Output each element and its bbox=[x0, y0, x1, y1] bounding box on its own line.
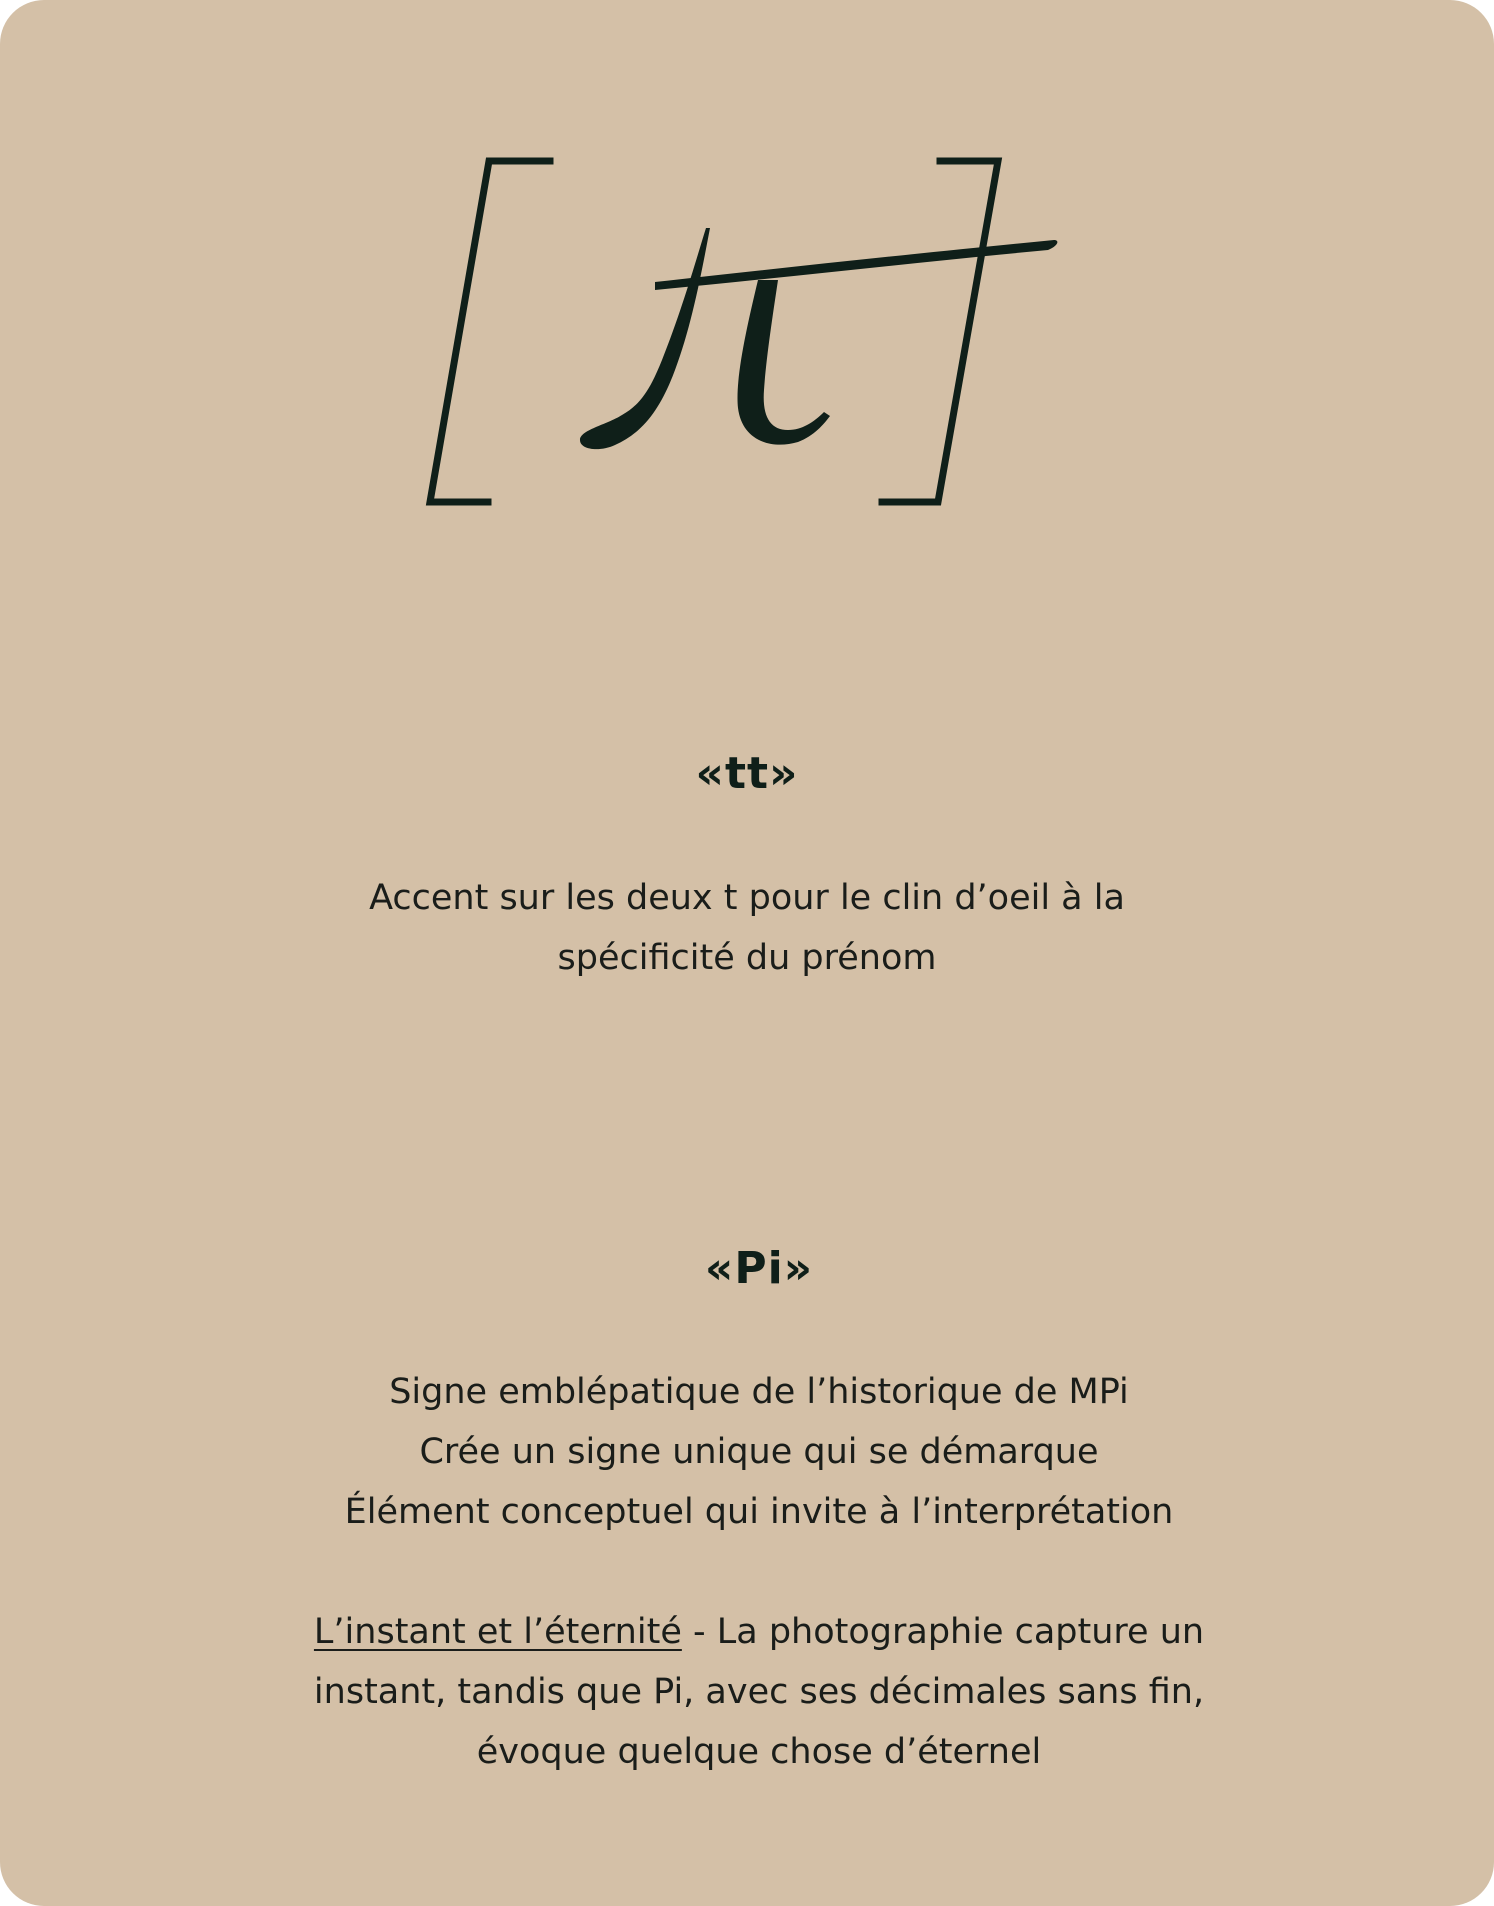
pi-bracket-logo-icon bbox=[400, 140, 1100, 540]
section-pi-description bbox=[12, 1362, 1494, 1542]
quote-line-3: évoque quelque chose d’éternel bbox=[476, 1732, 1042, 1772]
quote-line-1-rest: - La photographie capture un bbox=[681, 1612, 1205, 1652]
section-tt-description bbox=[0, 868, 1494, 988]
section-pi-line-3: Élément conceptuel qui invite à l’interprétation bbox=[344, 1492, 1174, 1532]
section-pi-line-1: Signe emblépatique de l’historique de MPi bbox=[389, 1372, 1129, 1412]
section-tt-heading: «tt» bbox=[695, 748, 799, 799]
section-pi-line-2: Crée un signe unique qui se démarque bbox=[419, 1432, 1099, 1472]
section-tt-line-1: Accent sur les deux t pour le clin d’oeil à la bbox=[369, 878, 1125, 918]
section-pi-quote bbox=[12, 1602, 1494, 1782]
section-tt-line-2: spécificité du prénom bbox=[557, 938, 937, 978]
quote-line-2: instant, tandis que Pi, avec ses décimales sans fin, bbox=[313, 1672, 1205, 1712]
quote-line-1 bbox=[12, 1602, 1494, 1662]
quote-underlined-title: L’instant et l’éternité bbox=[313, 1612, 682, 1652]
section-pi-heading: «Pi» bbox=[704, 1243, 814, 1294]
